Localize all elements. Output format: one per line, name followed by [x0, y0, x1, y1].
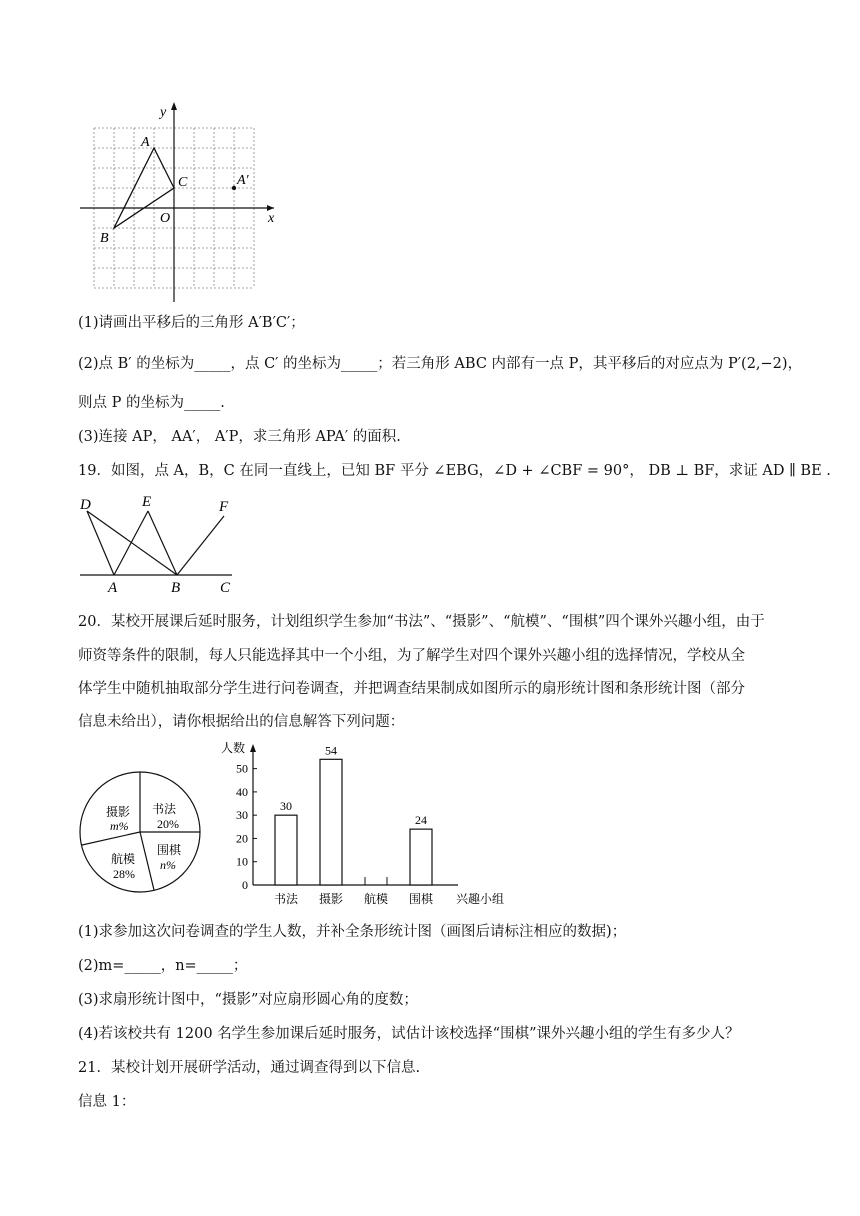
label-e: E	[142, 494, 152, 510]
pie-label-hangmo: 航模	[111, 852, 136, 866]
q20-sub1: (1)求参加这次问卷调查的学生人数，并补全条形统计图（画图后请标注相应的数据)；	[78, 924, 627, 940]
bar	[275, 815, 297, 885]
point-a-prime	[232, 186, 236, 190]
y-tick-label: 10	[236, 854, 248, 869]
y-tick-label: 30	[236, 808, 248, 823]
q20-line1: 20．某校开展课后延时服务，计划组织学生参加“书法”、“摄影”、“航模”、“围棋”四个课外兴趣小组，由于	[78, 614, 765, 630]
x-tick-label: 书法	[273, 892, 299, 906]
q20-line4: 信息未给出），请你根据给出的信息解答下列问题：	[78, 714, 405, 730]
coordinate-grid-figure	[78, 98, 288, 308]
y-axis-arrow	[250, 744, 256, 752]
y-tick-label: 40	[236, 784, 248, 799]
x-axis-label: 兴趣小组	[455, 892, 505, 906]
label-y: y	[160, 105, 167, 120]
label-a: A	[141, 135, 150, 150]
pie-value-weiqi: n%	[160, 858, 176, 872]
q21-line1: 21．某校计划开展研学活动，通过调查得到以下信息.	[78, 1060, 421, 1076]
label-o: O	[160, 211, 171, 226]
q20-line2: 师资等条件的限制，每人只能选择其中一个小组，为了解学生对四个课外兴趣小组的选择情况，学校从全	[78, 648, 745, 664]
q21-line2: 信息 1：	[78, 1094, 136, 1110]
q18-part3: (3)连接 AP， AA′， A′P，求三角形 APA′ 的面积.	[78, 429, 401, 445]
label-x: x	[268, 211, 275, 226]
pie-value-sheying: m%	[110, 819, 129, 833]
pie-label-weiqi: 围棋	[157, 843, 182, 857]
q19-figure	[74, 490, 244, 596]
pie-label-sheying: 摄影	[106, 805, 131, 819]
bar-chart	[218, 740, 518, 908]
label-f: F	[219, 499, 229, 515]
label-c: C	[178, 175, 188, 190]
q18-part2-cont: 则点 P 的坐标为_____.	[78, 395, 225, 411]
x-tick-label: 航模	[363, 892, 389, 906]
q20-sub4: (4)若该校共有 1200 名学生参加课后延时服务，试估计该校选择“围棋”课外兴趣小组的学生有多少人？	[78, 1026, 740, 1042]
pie-chart	[78, 770, 202, 894]
bar	[410, 829, 432, 885]
label-b: B	[100, 231, 109, 246]
q18-part2: (2)点 B′ 的坐标为_____，点 C′ 的坐标为_____；若三角形 ABC 内部有一点 P，其平移后的对应点为 P′(2,−2)，	[78, 356, 803, 372]
bar	[320, 759, 342, 885]
pie-label-shufa: 书法	[152, 802, 177, 816]
label-b: B	[171, 580, 181, 596]
q20-sub3: (3)求扇形统计图中，“摄影”对应扇形圆心角的度数；	[78, 992, 418, 1008]
q19-text: 19．如图，点 A，B，C 在同一直线上，已知 BF 平分 ∠EBG，∠D + ∠CBF = 90°， DB ⊥ BF，求证 AD ∥ BE .	[78, 463, 831, 479]
y-tick-label: 0	[242, 878, 248, 892]
y-tick-label: 20	[236, 831, 248, 846]
label-c: C	[220, 580, 231, 596]
label-a-prime: A′	[237, 173, 249, 188]
label-d: D	[80, 497, 91, 513]
q18-part1: (1)请画出平移后的三角形 A′B′C′；	[78, 315, 305, 331]
x-tick-label: 围棋	[408, 892, 434, 906]
bar-data-label: 24	[415, 813, 427, 828]
x-tick-label: 摄影	[318, 892, 344, 906]
y-axis-label: 人数	[221, 741, 246, 755]
pie-value-shufa: 20%	[157, 817, 179, 831]
q20-line3: 体学生中随机抽取部分学生进行问卷调查，并把调查结果制成如图所示的扇形统计图和条形统计图（部分	[78, 681, 745, 697]
pie-value-hangmo: 28%	[113, 867, 135, 881]
y-tick-label: 50	[236, 761, 248, 776]
bar-data-label: 30	[280, 799, 292, 814]
bar-data-label: 54	[325, 743, 337, 758]
q20-sub2: (2)m=_____，n=_____；	[78, 958, 248, 974]
label-a: A	[108, 580, 118, 596]
